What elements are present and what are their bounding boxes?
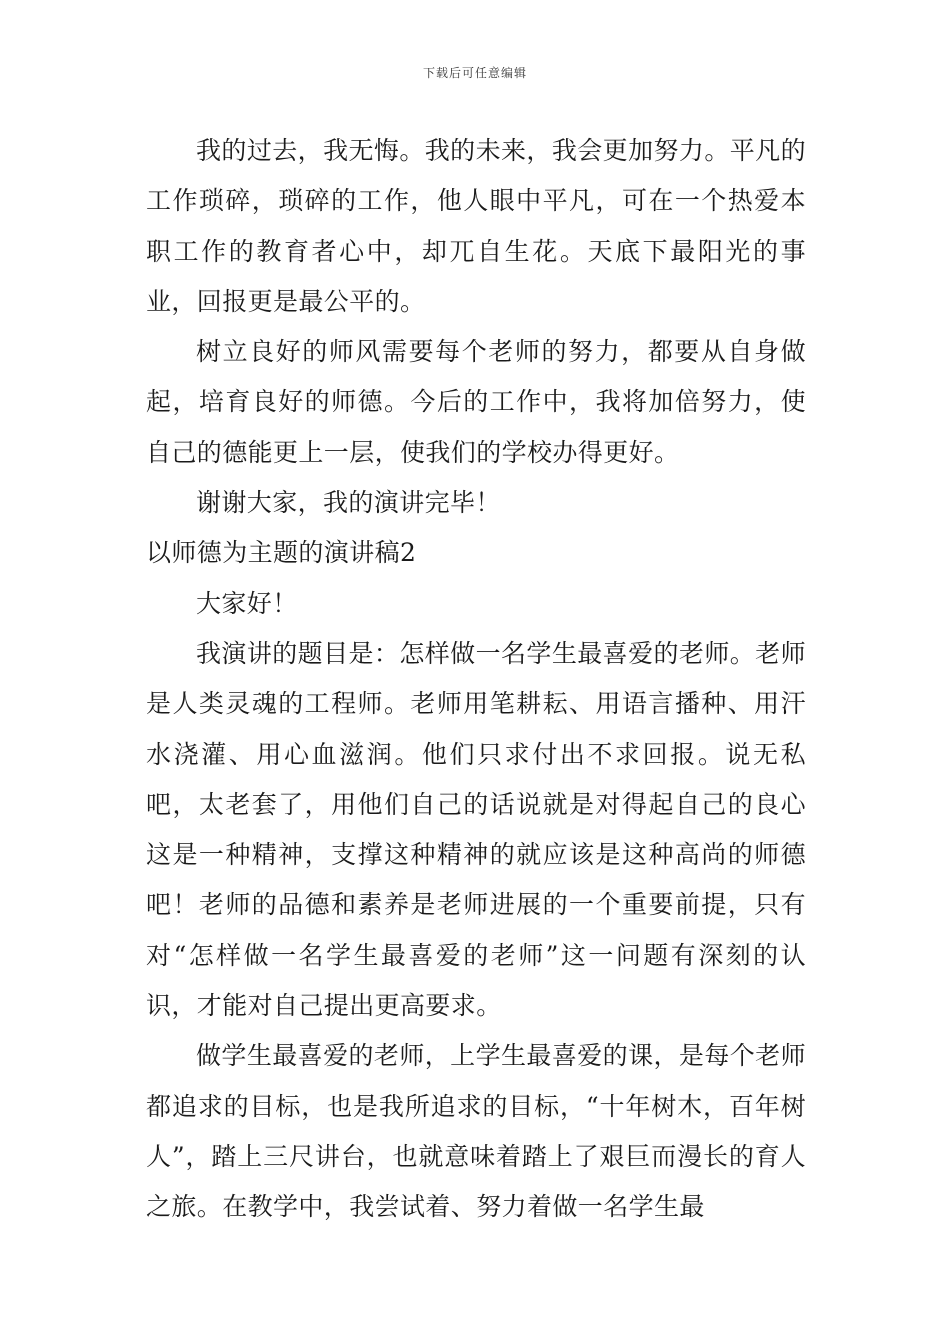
greeting: 大家好！ [196,588,298,618]
paragraph: 谢谢大家，我的演讲完毕！ [196,488,501,518]
document-body [146,126,806,1233]
section-title: 以师德为主题的演讲稿2 [146,538,417,568]
paragraph: 我演讲的题目是：怎样做一名学生最喜爱的老师。老师是人类灵魂的工程师。老师用笔耕耘、用语言播种、用汗水浇灌、用心血滋润。他们只求付出不求回报。说无私吧，太老套了，用他们自己的话说就是对得起自己的良心这是一种精神，支撑这种精神的就应该是这种高尚的师德吧！老师的品德和素养是老师进展的一个重要前提，只有对“怎样做一名学生最喜爱的老师”这一问题有深刻的认识，才能对自己提出更高要求。 [146,638,806,1021]
paragraph: 做学生最喜爱的老师，上学生最喜爱的课，是每个老师都追求的目标，也是我所追求的目标，“十年树木，百年树人”，踏上三尺讲台，也就意味着踏上了艰巨而漫长的育人之旅。在教学中，我尝试着、努力着做一名学生最 [146,1041,806,1222]
paragraph: 我的过去，我无悔。我的未来，我会更加努力。平凡的工作琐碎，琐碎的工作，他人眼中平凡，可在一个热爱本职工作的教育者心中，却兀自生花。天底下最阳光的事业，回报更是最公平的。 [146,136,806,316]
page-header: 下载后可任意编辑 [422,66,527,80]
paragraph: 树立良好的师风需要每个老师的努力，都要从自身做起，培育良好的师德。今后的工作中，我将加倍努力，使自己的德能更上一层，使我们的学校办得更好。 [146,337,806,467]
